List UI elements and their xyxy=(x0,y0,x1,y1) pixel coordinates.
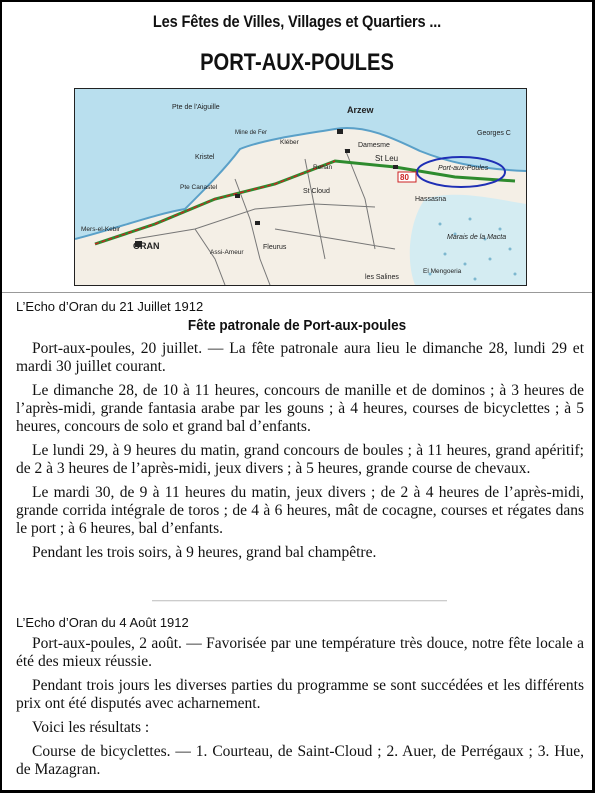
map-label-aiguille: Pte de l'Aiguille xyxy=(172,104,220,111)
map-label-arzew: Arzew xyxy=(347,105,374,115)
article2-source: L’Echo d’Oran du 4 Août 1912 xyxy=(16,615,189,630)
map-label-les-salines: les Salines xyxy=(365,274,399,281)
article2-body xyxy=(16,635,584,785)
map-label-el-mengoeria: El Mengoeria xyxy=(423,268,462,275)
map-label-st-leu: St Leu xyxy=(375,154,399,163)
map-label-assi-ameur: Assi-Ameur xyxy=(210,249,244,256)
map-label-route-80: 80 xyxy=(400,173,409,182)
article1-paragraph: Le lundi 29, à 9 heures du matin, grand concours de boules ; à 11 heures, grand apéritif; de 2 à 3 heures de l’après-midi, jeux divers ; à 5 heures, grande course de chevaux. xyxy=(16,442,584,477)
map-bottom-rule xyxy=(2,292,592,293)
map-label-port-aux-poules: Port-aux-Poules xyxy=(438,165,489,172)
article1-source: L’Echo d’Oran du 21 Juillet 1912 xyxy=(16,299,204,314)
article1-paragraph: Le dimanche 28, de 10 à 11 heures, concours de manille et de dominos ; à 3 heures de l’après-midi, grande fantasia arabe par les gouns ; à 4 heures, courses de bicyclettes ; à 5 heures, concours de solo et grand bal d’enfants. xyxy=(16,382,584,435)
article2-paragraph: Port-aux-poules, 2 août. — Favorisée par une température très douce, notre fête locale a été des mieux réussie. xyxy=(16,635,584,670)
article1-body xyxy=(16,340,584,568)
article2-paragraph: Pendant trois jours les diverses parties du programme se sont succédées et les différents prix ont été disputés avec acharnement. xyxy=(16,677,584,712)
map-label-renan: Renan xyxy=(313,164,333,171)
map-label-damesme: Damesme xyxy=(358,142,390,149)
section-divider xyxy=(152,600,447,601)
page-heading: Les Fêtes de Villes, Villages et Quartiers ... xyxy=(152,12,442,31)
article1-title: Fête patronale de Port-aux-poules xyxy=(187,317,407,334)
map-label-canastel: Pte Canastel xyxy=(180,184,218,191)
article2-paragraph: Voici les résultats : xyxy=(32,719,150,736)
map-label-macta: Marais de la Macta xyxy=(447,234,507,241)
map-label-kleber: Kléber xyxy=(280,139,299,146)
map-image xyxy=(74,88,527,286)
map-label-oran: ORAN xyxy=(133,241,160,251)
page-title: PORT-AUX-POULES xyxy=(200,49,394,76)
map-label-georges: Georges C xyxy=(477,130,511,137)
article1-paragraph: Pendant les trois soirs, à 9 heures, grand bal champêtre. xyxy=(32,544,377,561)
map-label-st-cloud: St Cloud xyxy=(303,188,330,195)
map-label-mers-el-kebir: Mers-el-Kebir xyxy=(81,226,121,233)
map-label-mine-de-fer: Mine de Fer xyxy=(235,130,268,136)
map-label-fleurus: Fleurus xyxy=(263,244,287,251)
map-label-hassasna: Hassasna xyxy=(415,196,447,203)
article1-paragraph: Port-aux-poules, 20 juillet. — La fête patronale aura lieu le dimanche 28, lundi 29 et mardi 30 juillet courant. xyxy=(16,340,584,375)
map-graphic xyxy=(75,89,526,285)
article2-paragraph: Course de bicyclettes. — 1. Courteau, de Saint-Cloud ; 2. Auer, de Perrégaux ; 3. Hue, de Mazagran. xyxy=(16,743,584,778)
map-label-kristel: Kristel xyxy=(195,154,215,161)
article1-paragraph: Le mardi 30, de 9 à 11 heures du matin, jeux divers ; de 2 à 4 heures de l’après-midi, grande corrida intégrale de toros ; de 4 à 6 heures, mât de cocagne, courses et régates dans le port ; à 6 heures, bal d’enfants. xyxy=(16,484,584,537)
